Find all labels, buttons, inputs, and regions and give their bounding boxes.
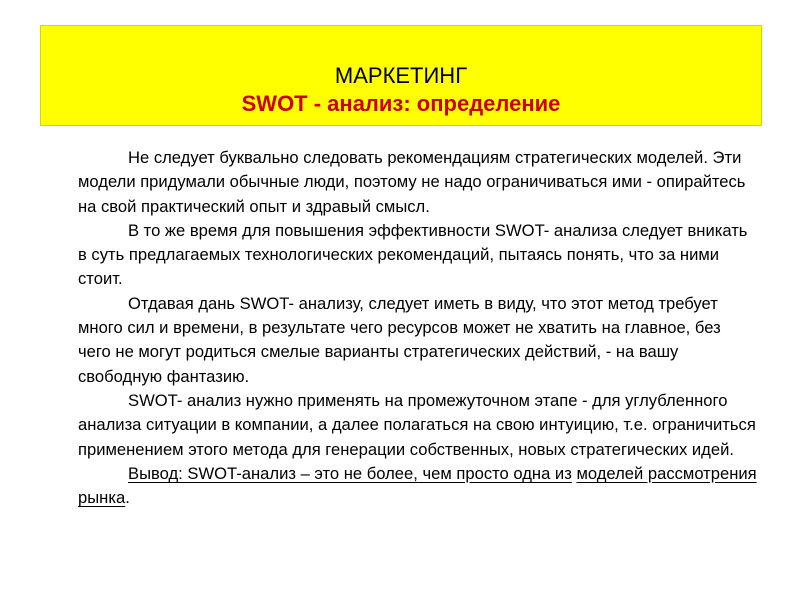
paragraph-4: SWOT- анализ нужно применять на промежуточном этапе - для углубленного анализа ситуации в компании, а далее полагаться на свою интуицию, т.е. ограничиться применением этого метода для генерации собственных, новых стратегических идей.	[78, 390, 756, 459]
header-banner	[40, 25, 762, 126]
slide-subtitle: SWOT - анализ: определение	[241, 91, 561, 116]
slide-title: МАРКЕТИНГ	[334, 63, 468, 88]
conclusion-period: .	[125, 488, 130, 508]
conclusion-text-part-2: моделей рассмотрения рынка	[78, 463, 757, 508]
conclusion-text-part-1: Вывод: SWOT-анализ – это не более, чем просто одна из	[128, 463, 572, 483]
paragraph-3: Отдавая дань SWOT- анализу, следует иметь в виду, что этот метод требует много сил и времени, в результате чего ресурсов может не хватить на главное, без чего не могут родиться смелые варианты стратегических действий, - на вашу свободную фантазию.	[78, 293, 721, 386]
paragraph-2: В то же время для повышения эффективности SWOT- анализа следует вникать в суть предлагаемых технологических рекомендаций, пытаясь понять, что за ними стоит.	[78, 220, 748, 289]
body-text	[78, 146, 758, 510]
paragraph-1: Не следует буквально следовать рекомендациям стратегических моделей. Эти модели придумали обычные люди, поэтому не надо ограничиваться ими - опирайтесь на свой практический опыт и здравый смысл.	[78, 148, 746, 216]
conclusion-paragraph	[78, 462, 758, 511]
